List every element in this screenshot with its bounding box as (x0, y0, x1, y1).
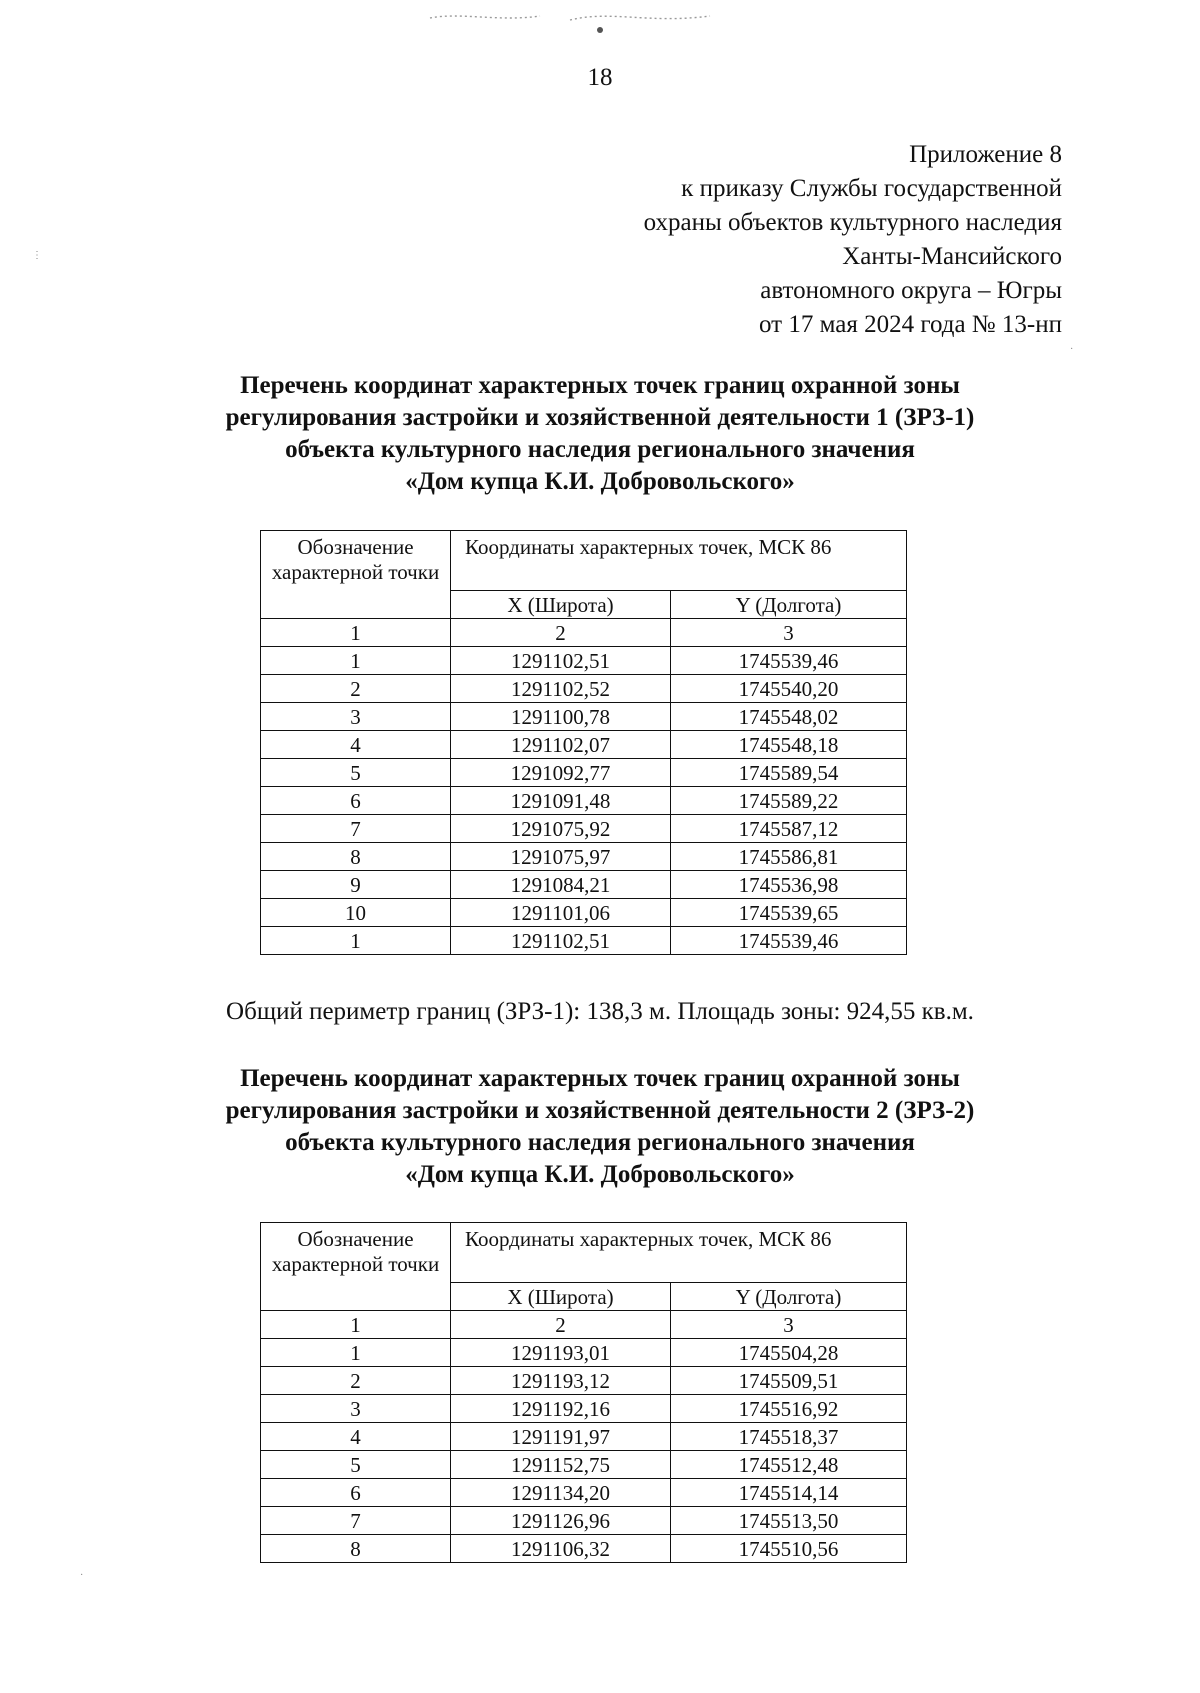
point-id: 8 (261, 1535, 451, 1563)
page-number: 18 (587, 64, 613, 91)
appendix-line: к приказу Службы государственной (681, 175, 1062, 202)
table-row (261, 675, 907, 703)
x-value: 1291126,96 (451, 1507, 671, 1535)
point-id: 2 (261, 1367, 451, 1395)
header-x: X (Широта) (451, 591, 671, 619)
title-line: регулирования застройки и хозяйственной деятельности 1 (ЗРЗ-1) (225, 404, 975, 431)
table-row (261, 1423, 907, 1451)
y-value: 1745540,20 (671, 675, 907, 703)
appendix-header (644, 138, 1062, 342)
table-row (261, 1451, 907, 1479)
appendix-line: от 17 мая 2024 года № 13-нп (758, 311, 1062, 338)
x-value: 1291191,97 (451, 1423, 671, 1451)
y-value: 1745589,54 (671, 759, 907, 787)
y-value: 1745589,22 (671, 787, 907, 815)
header-coordinates: Координаты характерных точек, МСК 86 (451, 1223, 907, 1283)
x-value: 1291193,12 (451, 1367, 671, 1395)
y-value: 1745539,46 (671, 927, 907, 955)
title-line: «Дом купца К.И. Добровольского» (405, 1161, 795, 1188)
column-number: 1 (261, 619, 451, 647)
x-value: 1291106,32 (451, 1535, 671, 1563)
table-row (261, 1535, 907, 1563)
table-row (261, 871, 907, 899)
y-value: 1745513,50 (671, 1507, 907, 1535)
x-value: 1291092,77 (451, 759, 671, 787)
table-row (261, 703, 907, 731)
point-id: 2 (261, 675, 451, 703)
x-value: 1291192,16 (451, 1395, 671, 1423)
title-line: Перечень координат характерных точек границ охранной зоны (240, 1065, 960, 1092)
y-value: 1745587,12 (671, 815, 907, 843)
column-number: 2 (451, 1311, 671, 1339)
scan-speck: · (1070, 344, 1074, 355)
x-value: 1291102,52 (451, 675, 671, 703)
y-value: 1745510,56 (671, 1535, 907, 1563)
column-number: 1 (261, 1311, 451, 1339)
point-id: 3 (261, 1395, 451, 1423)
coordinates-table-zrz2 (260, 1222, 907, 1563)
point-id: 8 (261, 843, 451, 871)
point-id: 1 (261, 1339, 451, 1367)
point-id: 5 (261, 1451, 451, 1479)
scan-speck: ⋮ (32, 250, 42, 261)
table-row (261, 759, 907, 787)
table-row (261, 647, 907, 675)
y-value: 1745586,81 (671, 843, 907, 871)
header-y: Y (Долгота) (671, 1283, 907, 1311)
x-value: 1291134,20 (451, 1479, 671, 1507)
table-row (261, 1507, 907, 1535)
y-value: 1745509,51 (671, 1367, 907, 1395)
y-value: 1745514,14 (671, 1479, 907, 1507)
coordinates-table-zrz1 (260, 530, 907, 955)
title-line: «Дом купца К.И. Добровольского» (405, 468, 795, 495)
section2-title (150, 1063, 1050, 1191)
appendix-line: Ханты-Мансийского (842, 243, 1062, 270)
x-value: 1291193,01 (451, 1339, 671, 1367)
point-id: 3 (261, 703, 451, 731)
y-value: 1745539,46 (671, 647, 907, 675)
title-line: регулирования застройки и хозяйственной деятельности 2 (ЗРЗ-2) (225, 1097, 975, 1124)
x-value: 1291100,78 (451, 703, 671, 731)
appendix-line: автономного округа – Югры (760, 277, 1062, 304)
column-number: 3 (671, 619, 907, 647)
scan-speck: · (80, 1570, 84, 1581)
title-line: Перечень координат характерных точек границ охранной зоны (240, 372, 960, 399)
table-row (261, 843, 907, 871)
x-value: 1291084,21 (451, 871, 671, 899)
y-value: 1745548,18 (671, 731, 907, 759)
zrz1-summary: Общий периметр границ (ЗРЗ-1): 138,3 м. Площадь зоны: 924,55 кв.м. (226, 998, 974, 1025)
appendix-line: охраны объектов культурного наследия (643, 209, 1062, 236)
x-value: 1291075,92 (451, 815, 671, 843)
point-id: 4 (261, 1423, 451, 1451)
column-number: 3 (671, 1311, 907, 1339)
x-value: 1291101,06 (451, 899, 671, 927)
point-id: 1 (261, 647, 451, 675)
section1-title (150, 370, 1050, 498)
title-line: объекта культурного наследия регионального значения (285, 436, 915, 463)
point-id: 6 (261, 1479, 451, 1507)
y-value: 1745518,37 (671, 1423, 907, 1451)
y-value: 1745548,02 (671, 703, 907, 731)
x-value: 1291102,51 (451, 647, 671, 675)
table-row (261, 731, 907, 759)
table-row (261, 815, 907, 843)
table-row (261, 1479, 907, 1507)
column-number: 2 (451, 619, 671, 647)
y-value: 1745516,92 (671, 1395, 907, 1423)
x-value: 1291102,51 (451, 927, 671, 955)
table-row (261, 1395, 907, 1423)
point-id: 6 (261, 787, 451, 815)
header-x: X (Широта) (451, 1283, 671, 1311)
header-designation: Обозначение характерной точки (261, 531, 451, 619)
table-row (261, 787, 907, 815)
x-value: 1291075,97 (451, 843, 671, 871)
table-row (261, 927, 907, 955)
point-id: 9 (261, 871, 451, 899)
x-value: 1291152,75 (451, 1451, 671, 1479)
point-id: 4 (261, 731, 451, 759)
x-value: 1291091,48 (451, 787, 671, 815)
y-value: 1745536,98 (671, 871, 907, 899)
table-row (261, 1339, 907, 1367)
appendix-line: Приложение 8 (909, 141, 1062, 168)
header-designation: Обозначение характерной точки (261, 1223, 451, 1311)
y-value: 1745539,65 (671, 899, 907, 927)
point-id: 7 (261, 1507, 451, 1535)
table-row (261, 1367, 907, 1395)
point-id: 7 (261, 815, 451, 843)
header-y: Y (Долгота) (671, 591, 907, 619)
x-value: 1291102,07 (451, 731, 671, 759)
y-value: 1745512,48 (671, 1451, 907, 1479)
y-value: 1745504,28 (671, 1339, 907, 1367)
point-id: 10 (261, 899, 451, 927)
point-id: 1 (261, 927, 451, 955)
header-coordinates: Координаты характерных точек, МСК 86 (451, 531, 907, 591)
table-row (261, 899, 907, 927)
point-id: 5 (261, 759, 451, 787)
title-line: объекта культурного наследия регионального значения (285, 1129, 915, 1156)
scan-noise (420, 4, 750, 38)
